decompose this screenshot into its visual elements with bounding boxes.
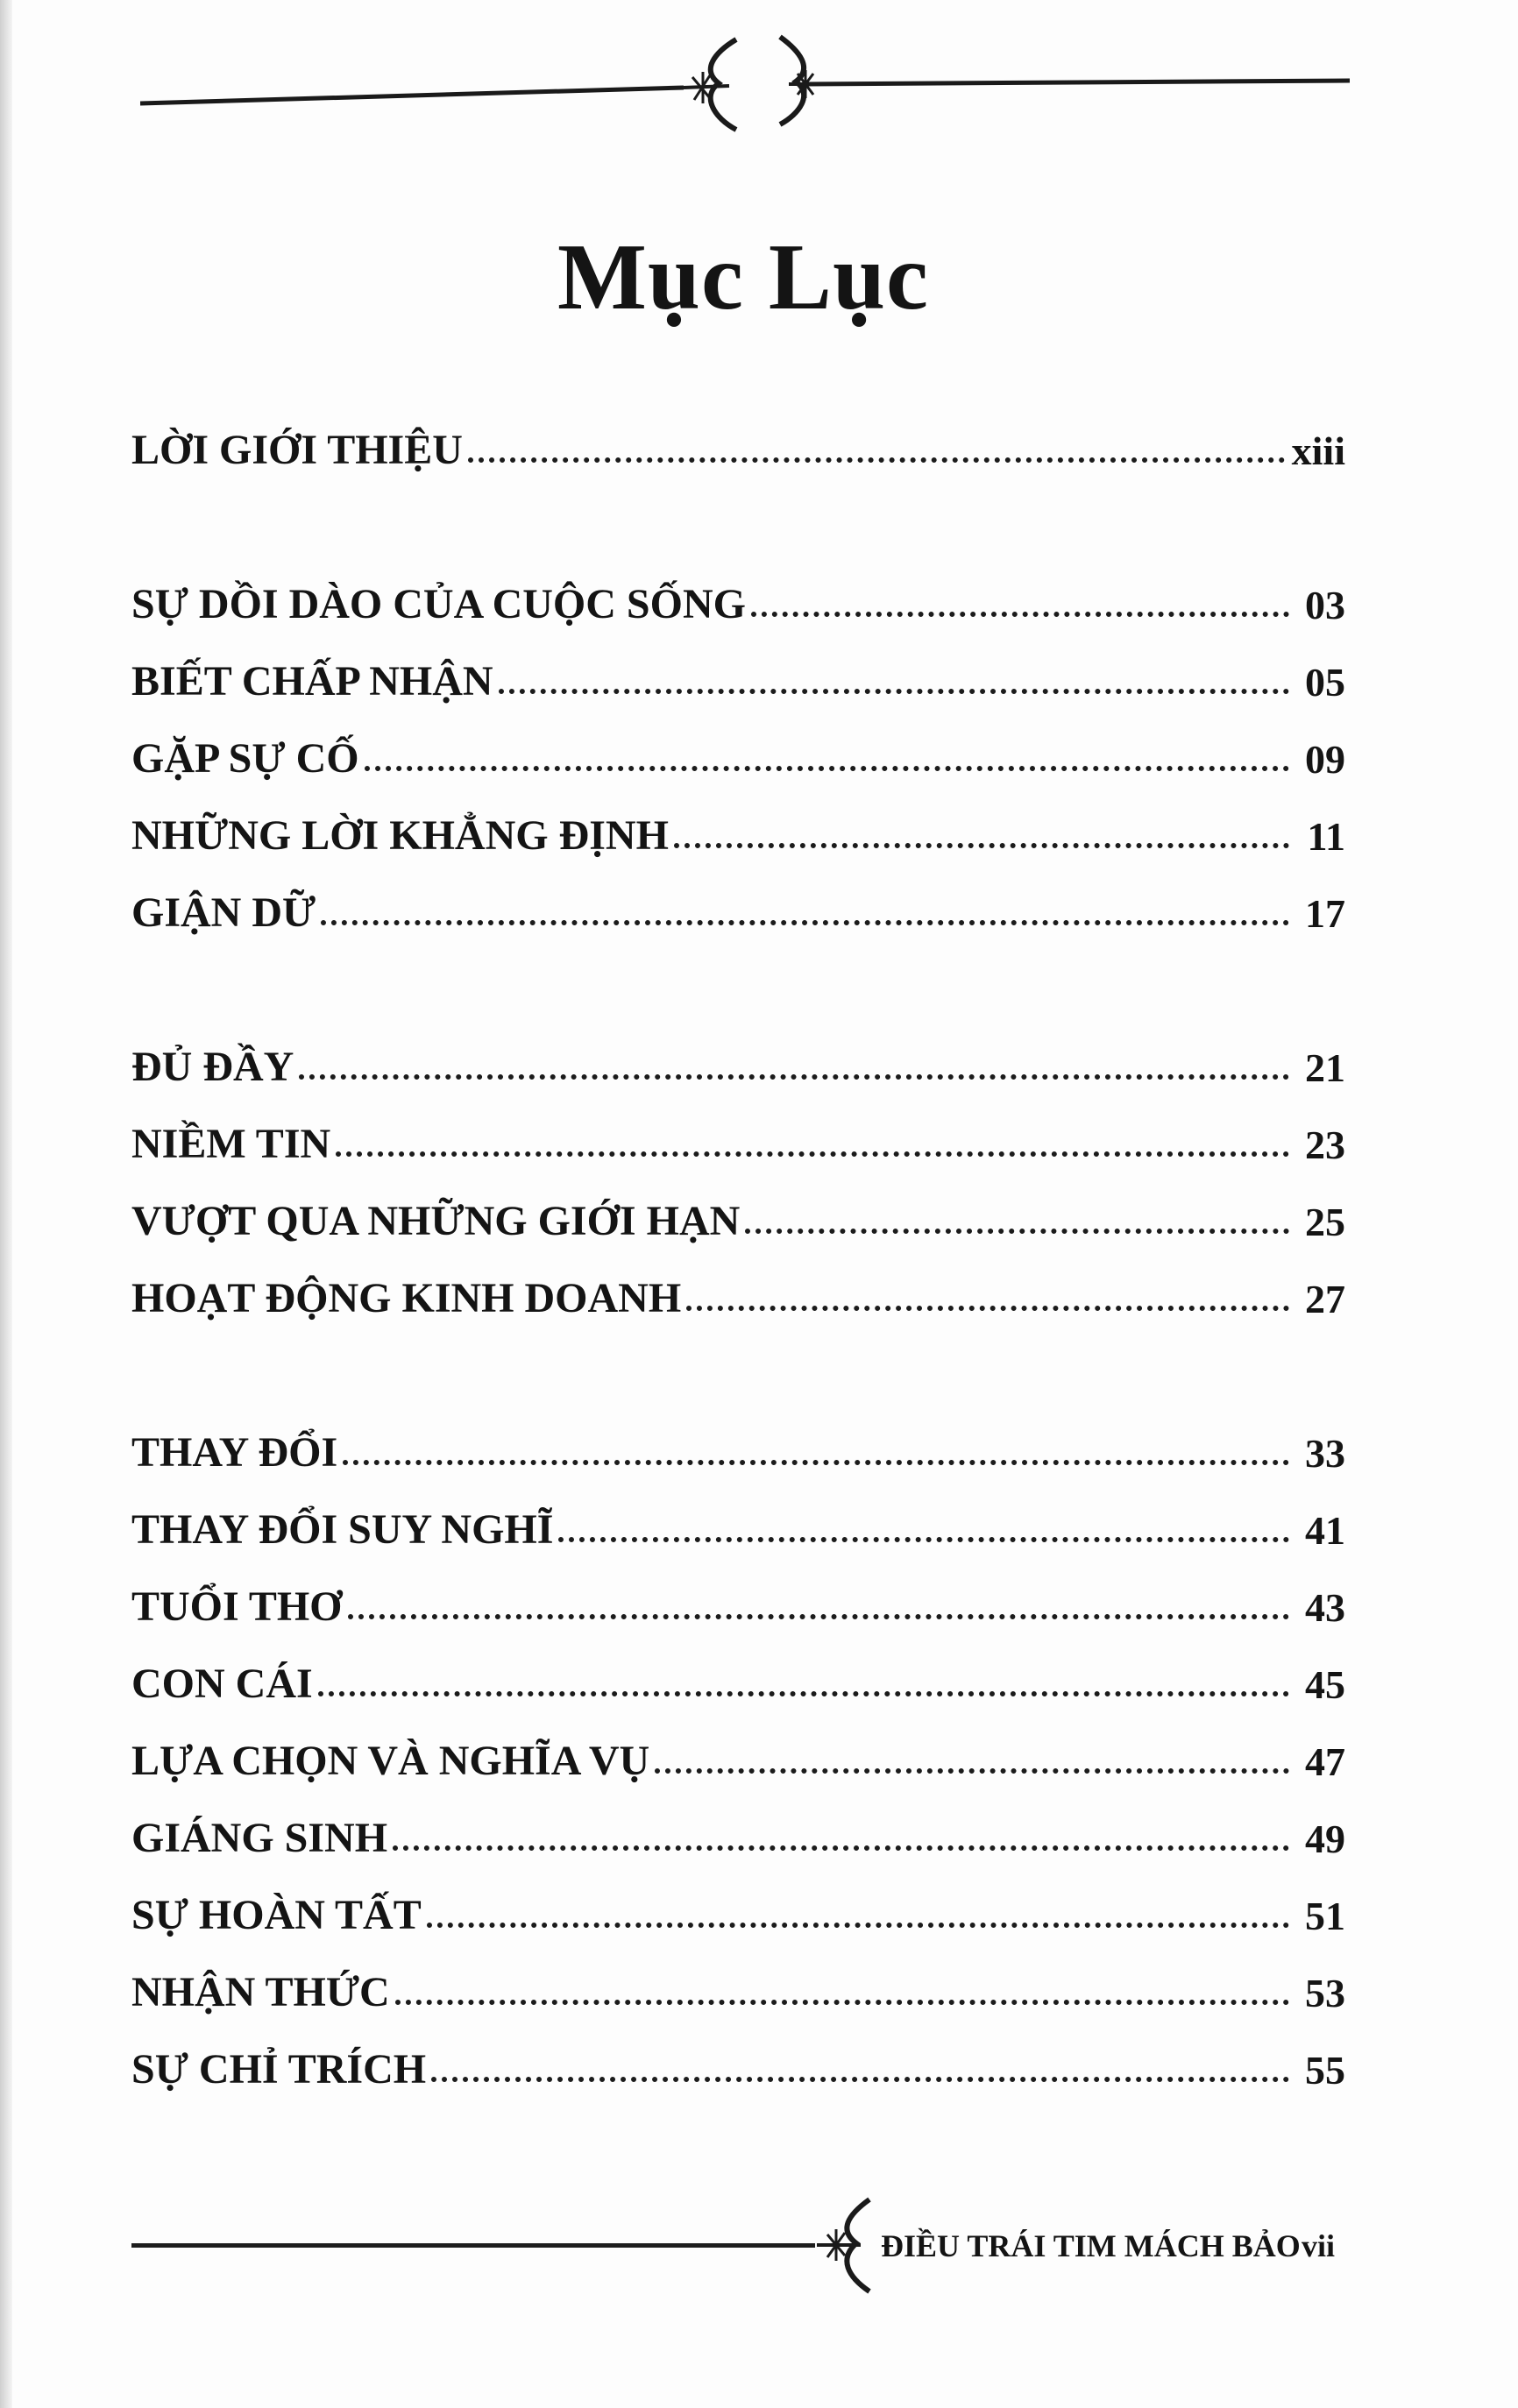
toc-entry-page: 49 bbox=[1305, 1817, 1345, 1861]
flourish-divider-icon bbox=[140, 26, 1350, 140]
toc-entry[interactable] bbox=[131, 1859, 1345, 1937]
toc-entry-label: ĐỦ ĐẦY bbox=[131, 1044, 294, 1090]
toc-entry[interactable] bbox=[131, 549, 1345, 626]
toc-entry-page: 43 bbox=[1305, 1585, 1345, 1630]
toc-entry-page: 51 bbox=[1305, 1894, 1345, 1938]
toc-entry-page: 11 bbox=[1307, 814, 1345, 859]
toc-entry-page: 03 bbox=[1305, 583, 1345, 627]
dot-leader bbox=[365, 740, 1289, 771]
toc-entry[interactable] bbox=[131, 1165, 1345, 1243]
toc-entry-label: LỜI GIỚI THIỆU bbox=[131, 427, 463, 473]
toc-entry-label: SỰ CHỈ TRÍCH bbox=[131, 2046, 427, 2093]
toc-entry-label: THAY ĐỔI SUY NGHĨ bbox=[131, 1506, 554, 1553]
toc-entry-label: GIẬN DỮ bbox=[131, 889, 316, 936]
dot-leader bbox=[468, 431, 1285, 463]
toc-entry-page: 41 bbox=[1305, 1508, 1345, 1553]
toc-entry-page: 33 bbox=[1305, 1431, 1345, 1476]
dot-leader bbox=[686, 1279, 1289, 1311]
footer-book-title: ĐIỀU TRÁI TIM MÁCH BẢO bbox=[881, 2228, 1301, 2263]
toc-entry-label: GIÁNG SINH bbox=[131, 1815, 388, 1861]
dot-leader bbox=[336, 1125, 1289, 1157]
dot-leader bbox=[655, 1742, 1289, 1774]
toc-entry[interactable] bbox=[131, 1782, 1345, 1859]
toc-entry-page: 23 bbox=[1305, 1123, 1345, 1167]
toc-entry[interactable] bbox=[131, 1474, 1345, 1551]
toc-entry-label: BIẾT CHẤP NHẬN bbox=[131, 658, 493, 705]
toc-entry[interactable] bbox=[131, 1628, 1345, 1705]
toc-entry-page: 25 bbox=[1305, 1200, 1345, 1244]
toc-entry[interactable] bbox=[131, 780, 1345, 857]
toc-entry-page: 47 bbox=[1305, 1739, 1345, 1784]
dot-leader bbox=[499, 662, 1289, 694]
toc-entry[interactable] bbox=[131, 2014, 1345, 2091]
dot-leader bbox=[395, 1973, 1289, 2005]
toc-entry-page: 21 bbox=[1305, 1045, 1345, 1090]
footer-rule bbox=[131, 2243, 815, 2248]
toc-entry[interactable] bbox=[131, 1937, 1345, 2014]
toc-entry-page: 55 bbox=[1305, 2048, 1345, 2093]
toc-entry[interactable] bbox=[131, 1088, 1345, 1165]
toc-entry-page: 27 bbox=[1305, 1277, 1345, 1321]
footer-page-number: vii bbox=[1302, 2228, 1336, 2263]
toc-entry-page: 45 bbox=[1305, 1662, 1345, 1707]
toc-entry[interactable] bbox=[131, 1397, 1345, 1474]
toc-entry[interactable] bbox=[131, 626, 1345, 703]
page-edge bbox=[0, 0, 12, 2408]
toc-entry[interactable] bbox=[131, 1243, 1345, 1320]
toc-entry-label: TUỔI THƠ bbox=[131, 1583, 343, 1630]
toc-entry-label: SỰ DỒI DÀO CỦA CUỘC SỐNG bbox=[131, 581, 746, 627]
page-title: Mục Lục bbox=[557, 225, 929, 329]
toc-entry-label: THAY ĐỔI bbox=[131, 1429, 338, 1476]
toc-entry-label: NHỮNG LỜI KHẲNG ĐỊNH bbox=[131, 812, 669, 859]
dot-leader bbox=[318, 1665, 1289, 1696]
toc-entry[interactable] bbox=[131, 394, 1345, 471]
dot-leader bbox=[393, 1819, 1289, 1851]
toc-entry-label: GẶP SỰ CỐ bbox=[131, 735, 359, 782]
dot-leader bbox=[751, 585, 1289, 617]
dot-leader bbox=[674, 817, 1289, 848]
toc-entry[interactable] bbox=[131, 1011, 1345, 1088]
toc-entry-label: SỰ HOÀN TẤT bbox=[131, 1892, 422, 1938]
toc-entry-page: 53 bbox=[1305, 1971, 1345, 2015]
toc-entry-label: NHẬN THỨC bbox=[131, 1969, 390, 2015]
dot-leader bbox=[431, 2050, 1289, 2082]
dot-leader bbox=[427, 1896, 1289, 1928]
table-of-contents bbox=[131, 394, 1345, 2091]
toc-entry-page: 05 bbox=[1305, 660, 1345, 705]
toc-entry-label: LỰA CHỌN VÀ NGHĨA VỤ bbox=[131, 1738, 650, 1784]
toc-entry[interactable] bbox=[131, 703, 1345, 780]
dot-leader bbox=[558, 1511, 1289, 1542]
toc-entry-label: HOẠT ĐỘNG KINH DOANH bbox=[131, 1275, 682, 1321]
dot-leader bbox=[299, 1048, 1289, 1080]
dot-leader bbox=[745, 1202, 1289, 1234]
toc-entry-label: CON CÁI bbox=[131, 1661, 313, 1707]
toc-entry-page: xiii bbox=[1291, 428, 1345, 473]
dot-leader bbox=[321, 894, 1289, 925]
toc-entry[interactable] bbox=[131, 857, 1345, 934]
dot-leader bbox=[343, 1434, 1289, 1465]
toc-entry-page: 17 bbox=[1305, 891, 1345, 936]
page-footer bbox=[131, 2182, 1350, 2305]
toc-entry-page: 09 bbox=[1305, 737, 1345, 782]
toc-entry-label: VƯỢT QUA NHỮNG GIỚI HẠN bbox=[131, 1198, 741, 1244]
dot-leader bbox=[348, 1588, 1289, 1619]
toc-entry[interactable] bbox=[131, 1551, 1345, 1628]
toc-entry[interactable] bbox=[131, 1705, 1345, 1782]
toc-entry-label: NIỀM TIN bbox=[131, 1121, 331, 1167]
